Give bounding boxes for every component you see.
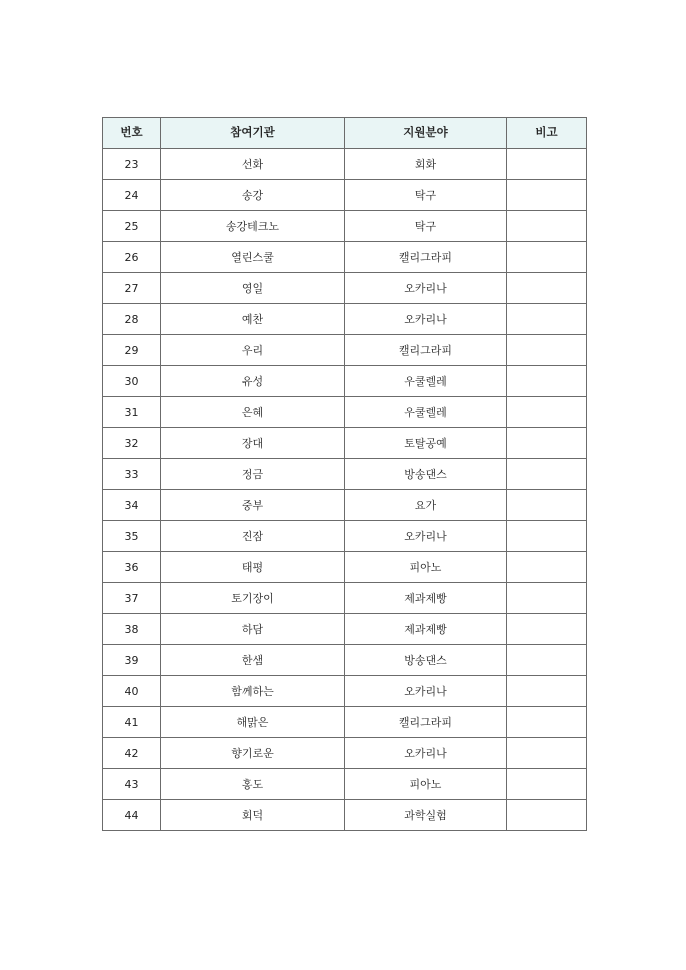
table-row (103, 707, 587, 738)
cell-organization: 열린스쿨 (161, 242, 345, 273)
cell-remarks (507, 552, 587, 583)
cell-number: 34 (103, 490, 161, 521)
table-row (103, 335, 587, 366)
table-row (103, 645, 587, 676)
cell-organization: 해맑은 (161, 707, 345, 738)
cell-number: 41 (103, 707, 161, 738)
cell-remarks (507, 242, 587, 273)
cell-number: 23 (103, 149, 161, 180)
cell-number: 35 (103, 521, 161, 552)
table-row (103, 397, 587, 428)
cell-remarks (507, 335, 587, 366)
cell-number: 25 (103, 211, 161, 242)
table-row (103, 180, 587, 211)
cell-organization: 토기장이 (161, 583, 345, 614)
cell-remarks (507, 769, 587, 800)
cell-organization: 진잠 (161, 521, 345, 552)
cell-remarks (507, 738, 587, 769)
table-row (103, 149, 587, 180)
cell-remarks (507, 459, 587, 490)
cell-field: 피아노 (345, 769, 507, 800)
cell-field: 오카리나 (345, 738, 507, 769)
cell-remarks (507, 211, 587, 242)
cell-organization: 함께하는 (161, 676, 345, 707)
cell-remarks (507, 707, 587, 738)
table-row (103, 304, 587, 335)
cell-number: 44 (103, 800, 161, 831)
cell-organization: 회덕 (161, 800, 345, 831)
cell-field: 캘리그라피 (345, 335, 507, 366)
table-header (103, 118, 587, 149)
cell-number: 28 (103, 304, 161, 335)
cell-remarks (507, 645, 587, 676)
cell-field: 오카리나 (345, 676, 507, 707)
cell-remarks (507, 614, 587, 645)
cell-number: 40 (103, 676, 161, 707)
table-body (103, 149, 587, 831)
cell-remarks (507, 800, 587, 831)
cell-field: 오카리나 (345, 304, 507, 335)
cell-organization: 선화 (161, 149, 345, 180)
table-row (103, 490, 587, 521)
cell-organization: 유성 (161, 366, 345, 397)
cell-organization: 한샘 (161, 645, 345, 676)
cell-organization: 영일 (161, 273, 345, 304)
cell-remarks (507, 180, 587, 211)
cell-remarks (507, 149, 587, 180)
cell-number: 26 (103, 242, 161, 273)
table-row (103, 521, 587, 552)
table-row (103, 273, 587, 304)
cell-number: 24 (103, 180, 161, 211)
cell-organization: 정금 (161, 459, 345, 490)
cell-remarks (507, 428, 587, 459)
cell-field: 토탈공예 (345, 428, 507, 459)
cell-number: 43 (103, 769, 161, 800)
table-row (103, 583, 587, 614)
cell-remarks (507, 366, 587, 397)
cell-number: 39 (103, 645, 161, 676)
cell-organization: 태평 (161, 552, 345, 583)
cell-number: 27 (103, 273, 161, 304)
cell-remarks (507, 490, 587, 521)
table-row (103, 242, 587, 273)
header-organization: 참여기관 (161, 118, 345, 149)
table-row (103, 769, 587, 800)
cell-number: 37 (103, 583, 161, 614)
table-row (103, 614, 587, 645)
table-row (103, 459, 587, 490)
cell-number: 33 (103, 459, 161, 490)
cell-number: 31 (103, 397, 161, 428)
cell-field: 피아노 (345, 552, 507, 583)
cell-organization: 송강 (161, 180, 345, 211)
header-number: 번호 (103, 118, 161, 149)
cell-remarks (507, 676, 587, 707)
table-row (103, 366, 587, 397)
table-row (103, 676, 587, 707)
table-row (103, 211, 587, 242)
cell-organization: 하담 (161, 614, 345, 645)
cell-field: 제과제빵 (345, 583, 507, 614)
cell-field: 캘리그라피 (345, 242, 507, 273)
cell-organization: 우리 (161, 335, 345, 366)
cell-remarks (507, 304, 587, 335)
cell-organization: 은혜 (161, 397, 345, 428)
cell-remarks (507, 273, 587, 304)
cell-field: 방송댄스 (345, 459, 507, 490)
header-field: 지원분야 (345, 118, 507, 149)
header-remarks: 비고 (507, 118, 587, 149)
table-row (103, 552, 587, 583)
cell-number: 38 (103, 614, 161, 645)
table-row (103, 738, 587, 769)
cell-organization: 장대 (161, 428, 345, 459)
cell-field: 우쿨렐레 (345, 366, 507, 397)
cell-field: 오카리나 (345, 521, 507, 552)
header-row (103, 118, 587, 149)
cell-organization: 중부 (161, 490, 345, 521)
cell-organization: 예찬 (161, 304, 345, 335)
cell-field: 탁구 (345, 180, 507, 211)
cell-organization: 송강테크노 (161, 211, 345, 242)
participants-table (102, 117, 587, 831)
cell-number: 36 (103, 552, 161, 583)
cell-field: 제과제빵 (345, 614, 507, 645)
cell-organization: 홍도 (161, 769, 345, 800)
cell-field: 탁구 (345, 211, 507, 242)
cell-number: 29 (103, 335, 161, 366)
cell-number: 32 (103, 428, 161, 459)
cell-field: 회화 (345, 149, 507, 180)
cell-field: 우쿨렐레 (345, 397, 507, 428)
table-row (103, 800, 587, 831)
cell-remarks (507, 397, 587, 428)
cell-field: 캘리그라피 (345, 707, 507, 738)
cell-number: 42 (103, 738, 161, 769)
cell-number: 30 (103, 366, 161, 397)
table-row (103, 428, 587, 459)
cell-field: 오카리나 (345, 273, 507, 304)
cell-organization: 향기로운 (161, 738, 345, 769)
cell-remarks (507, 521, 587, 552)
cell-field: 요가 (345, 490, 507, 521)
cell-field: 과학실험 (345, 800, 507, 831)
cell-remarks (507, 583, 587, 614)
cell-field: 방송댄스 (345, 645, 507, 676)
